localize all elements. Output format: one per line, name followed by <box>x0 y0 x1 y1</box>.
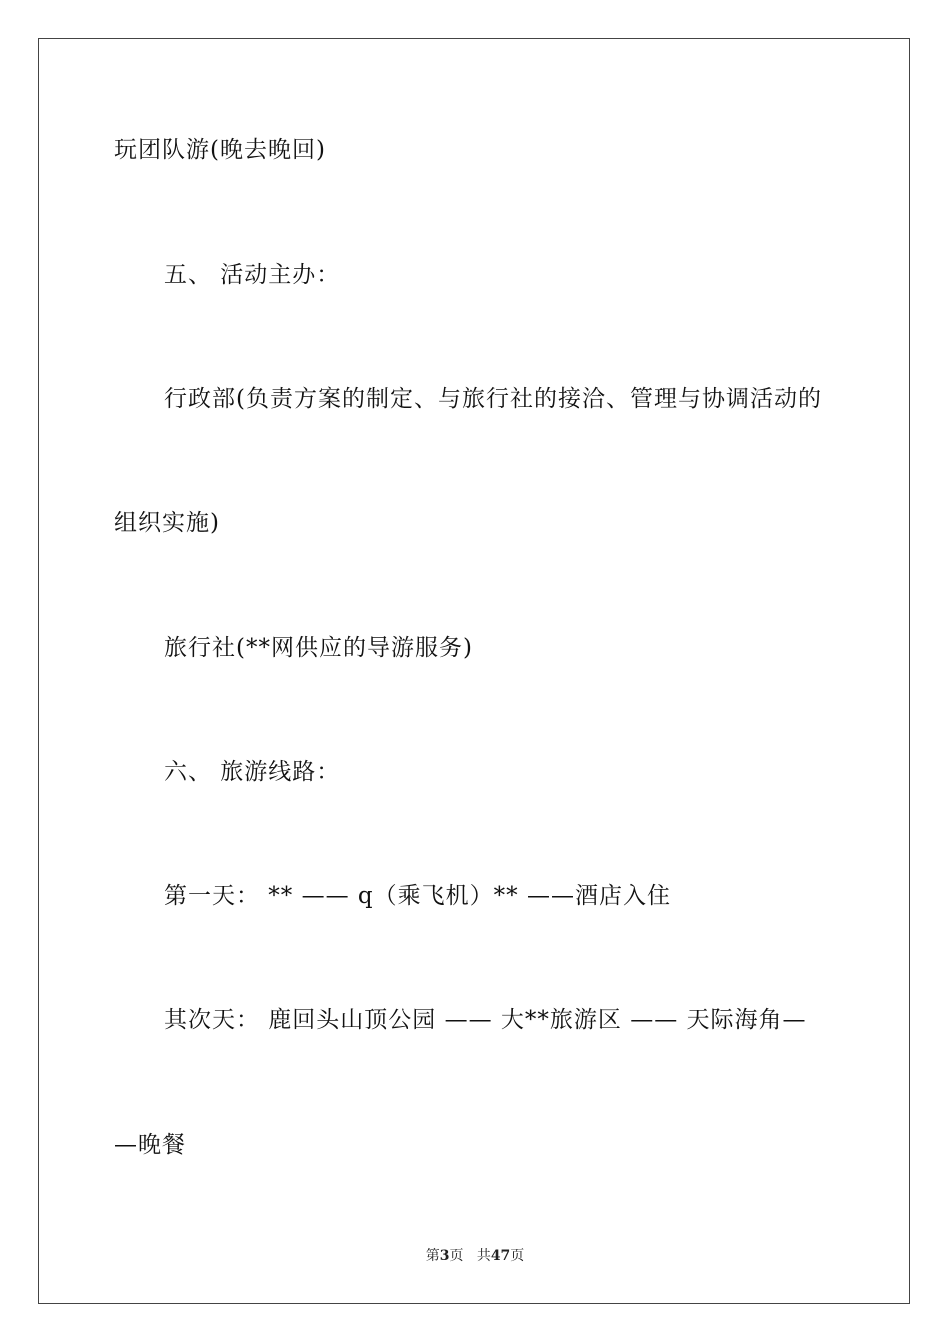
itinerary-day-2-continued: —晚餐 <box>114 1132 186 1158</box>
footer-page-prefix: 第 <box>425 1248 440 1264</box>
section-heading-5: 五、 活动主办： <box>164 262 341 288</box>
text-line-4: 组织实施) <box>114 510 220 536</box>
footer-page-number: 3 <box>439 1248 450 1264</box>
footer-total-suffix: 页 <box>510 1248 525 1264</box>
text-line-5: 旅行社(**网供应的导游服务) <box>164 635 473 661</box>
footer-total-pages: 47 <box>490 1248 511 1264</box>
page-border <box>38 38 910 1304</box>
itinerary-day-2: 其次天： 鹿回头山顶公园 —— 大**旅游区 —— 天际海角— <box>164 1007 807 1033</box>
itinerary-day-1: 第一天： ** —— q（乘飞机）** ——酒店入住 <box>164 883 671 909</box>
text-line-3: 行政部(负责方案的制定、与旅行社的接洽、管理与协调活动的 <box>164 386 822 412</box>
text-line-1: 玩团队游(晚去晚回) <box>114 137 326 163</box>
footer-total-prefix: 共 <box>476 1248 491 1264</box>
section-heading-6: 六、 旅游线路： <box>164 759 341 785</box>
footer-page-suffix: 页 <box>449 1248 464 1264</box>
page-footer <box>0 1247 950 1265</box>
